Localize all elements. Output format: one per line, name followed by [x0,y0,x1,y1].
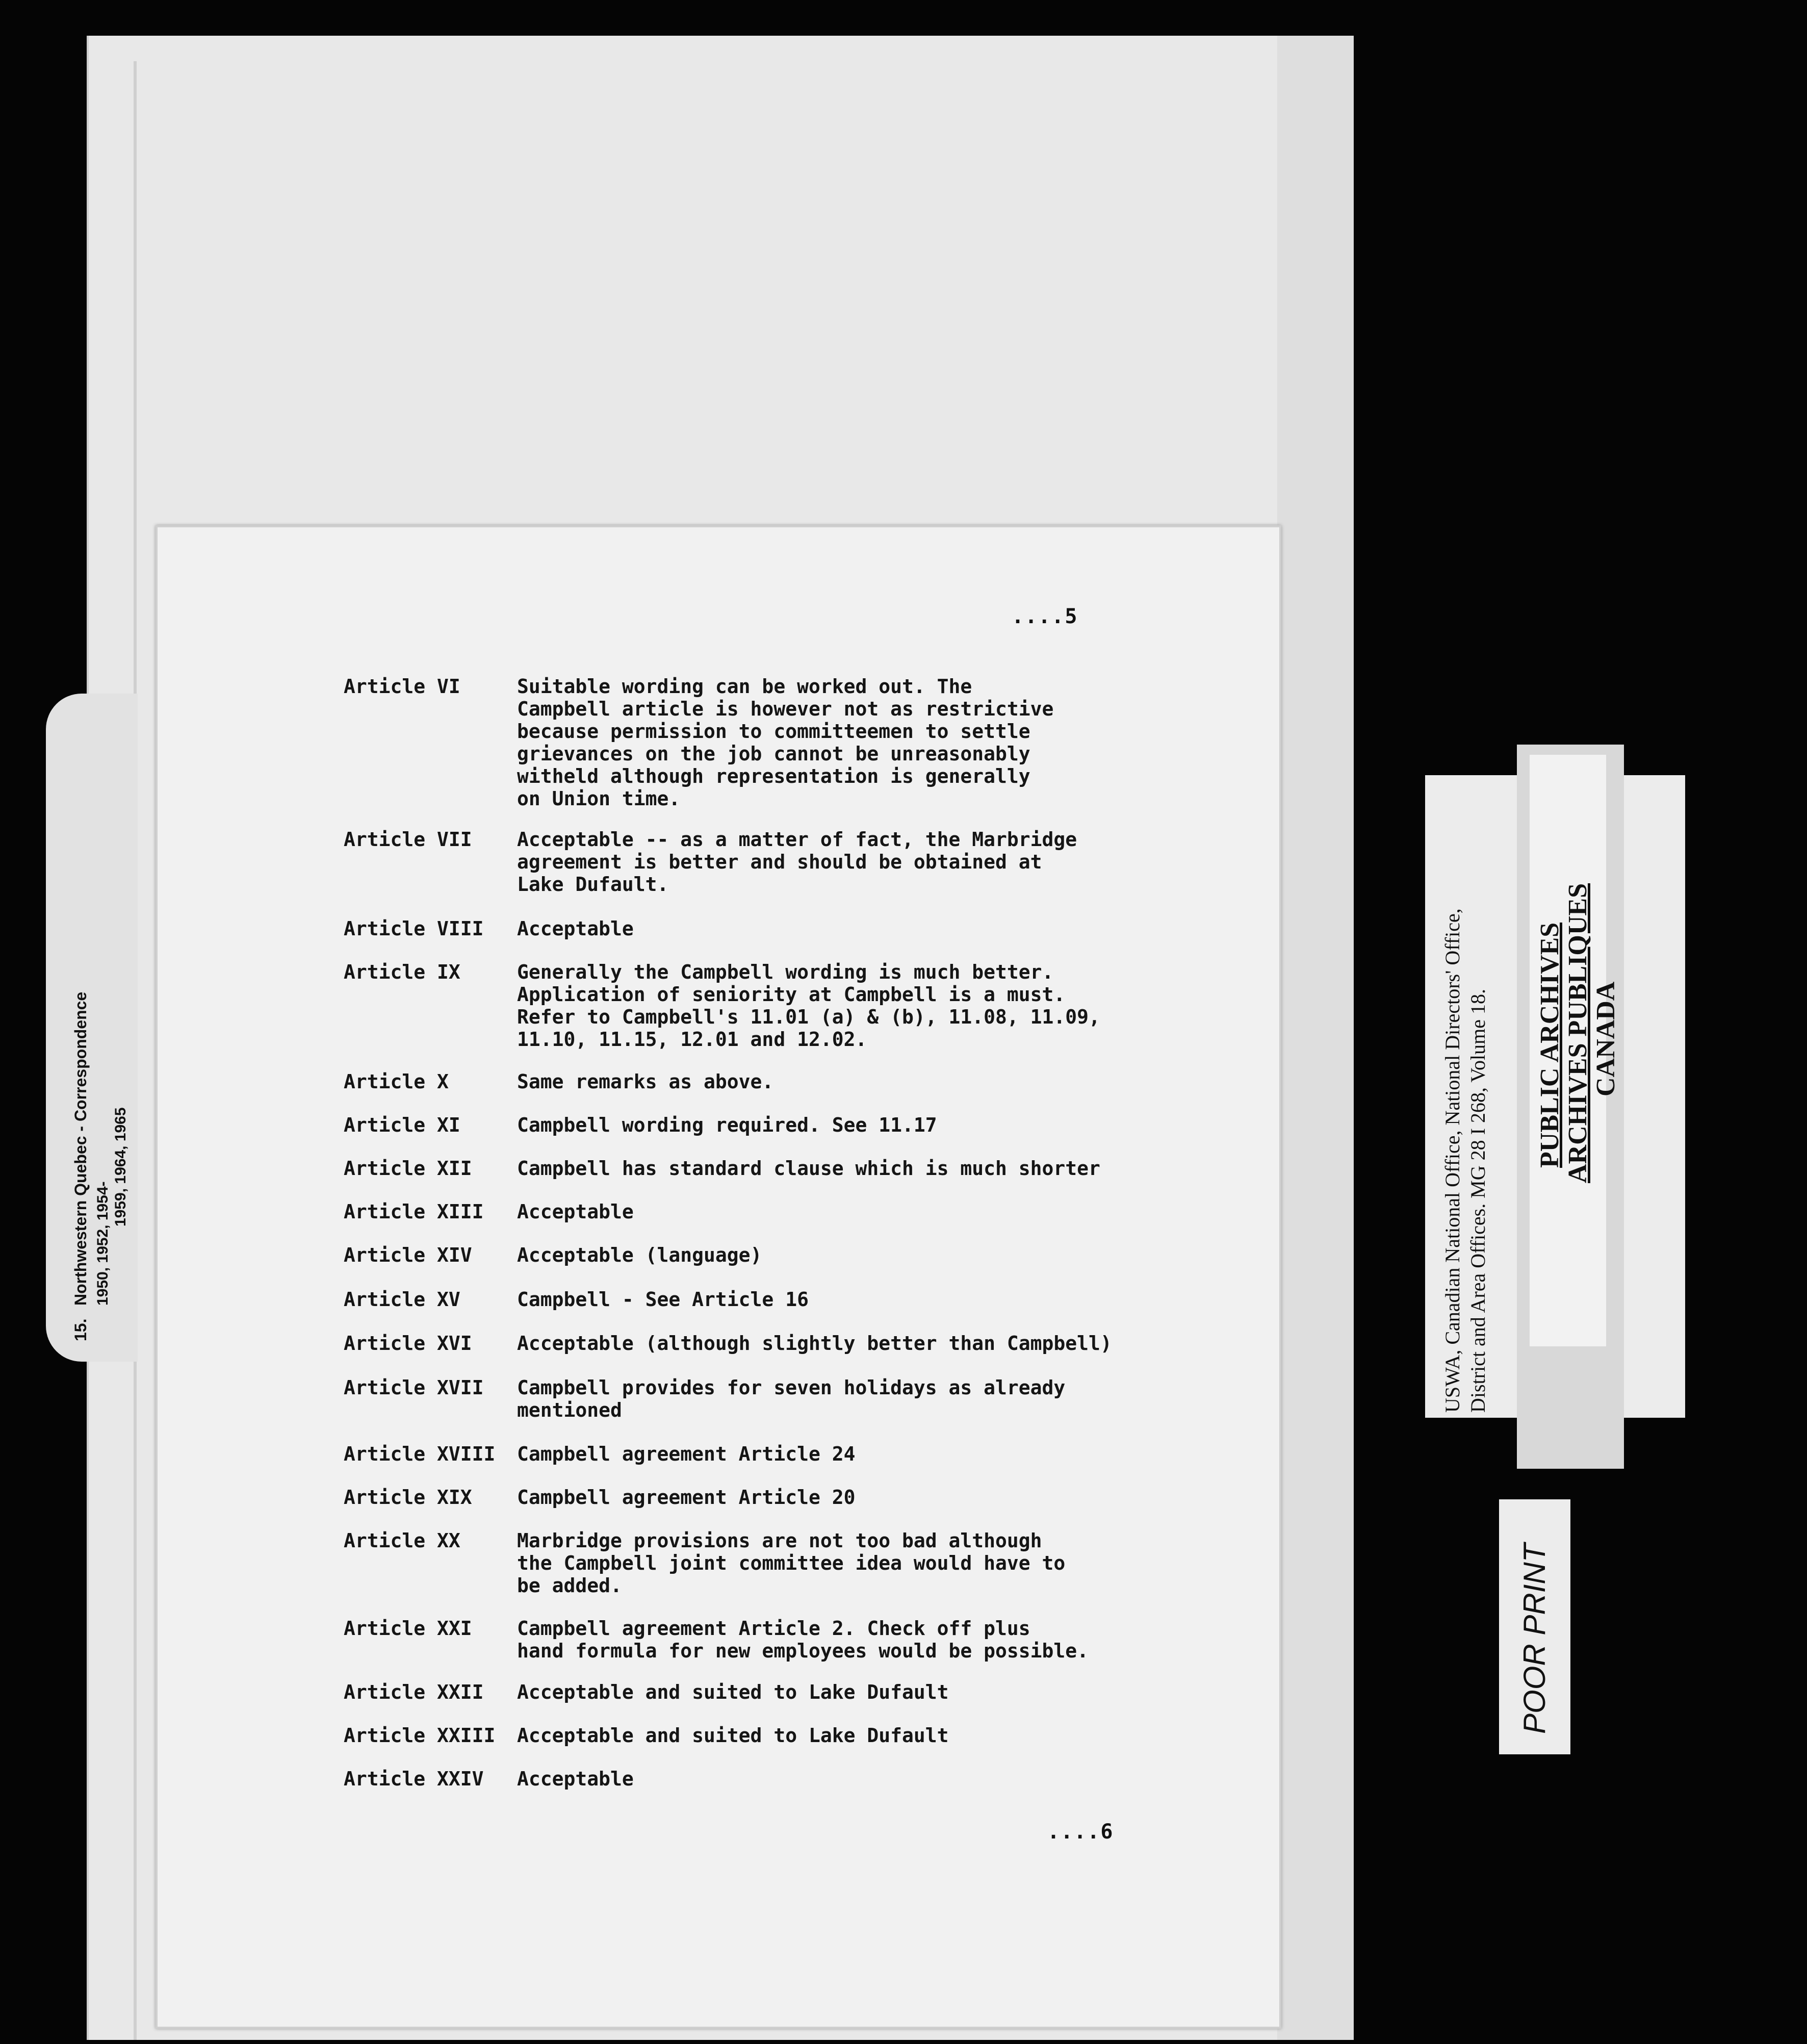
article-text: Campbell provides for seven holidays as already mentioned [517,1376,1066,1421]
archive-source-line1: USWA, Canadian National Office, National Directors' Office, [1441,908,1464,1413]
article-text: Acceptable and suited to Lake Dufault [517,1681,949,1703]
tab-years-block [71,709,127,1336]
article-label: Article XIV [344,1244,472,1266]
article-text: Acceptable [517,917,634,940]
article-label: Article XVII [344,1376,484,1399]
article-text: Campbell agreement Article 20 [517,1486,856,1509]
article-text: Marbridge provisions are not too bad although the Campbell joint committee idea would have to be added. [517,1529,1066,1597]
article-text: Suitable wording can be worked out. The Campbell article is however not as restrictive because permission to committeemen to settle grievances on the job cannot be unreasonably witheld although representation is generally on Union time. [517,675,1054,810]
article-text: Generally the Campbell wording is much better. Application of seniority at Campbell is a must. Refer to Campbell's 11.01 (a) & (b), 11.08, 11.09, 11.10, 11.15, 12.01 and 12.02. [517,961,1100,1051]
article-text: Campbell wording required. See 11.17 [517,1114,937,1136]
article-label: Article XIII [344,1200,484,1223]
article-label: Article XXI [344,1617,472,1640]
article-label: Article XXIII [344,1724,496,1747]
article-text: Same remarks as above. [517,1070,774,1093]
tab-years-line2: 1959, 1964, 1965 [112,1107,129,1227]
article-text: Acceptable and suited to Lake Dufault [517,1724,949,1747]
document-page [156,525,1281,2029]
top-page-marker: ....5 [1012,605,1078,628]
article-text: Acceptable (language) [517,1244,762,1266]
article-text: Acceptable (although slightly better than Campbell) [517,1332,1112,1355]
article-label: Article XII [344,1157,472,1180]
archive-source-line2: District and Area Offices. MG 28 I 268, Volume 18. [1466,989,1489,1413]
article-text: Acceptable [517,1200,634,1223]
article-label: Article X [344,1070,449,1093]
article-label: Article XV [344,1288,460,1311]
article-label: Article XVIII [344,1443,496,1465]
article-label: Article VIII [344,917,484,940]
tab-subject: Northwestern Quebec - Correspondence [71,991,90,1306]
archive-stamp-line2: ARCHIVES PUBLIQUES [1563,883,1592,1183]
article-text: Campbell has standard clause which is much shorter [517,1157,1100,1180]
archive-stamp-line1: PUBLIC ARCHIVES [1535,922,1564,1168]
bottom-page-marker: ....6 [1047,1820,1114,1844]
article-text: Campbell - See Article 16 [517,1288,809,1311]
tab-years-line1: 1950, 1952, 1954- [94,1181,111,1306]
article-text: Acceptable -- as a matter of fact, the Marbridge agreement is better and should be obtained at Lake Dufault. [517,828,1077,896]
article-label: Article VII [344,828,472,851]
article-label: Article XVI [344,1332,472,1355]
article-text: Campbell agreement Article 24 [517,1443,856,1465]
archive-stamp-line3: CANADA [1591,981,1620,1096]
note-card-text: POOR PRINT [1517,1543,1552,1734]
article-label: Article IX [344,961,460,983]
article-text: Acceptable [517,1768,634,1790]
article-label: Article XX [344,1529,460,1552]
article-label: Article XXIV [344,1768,484,1790]
article-label: Article XXII [344,1681,484,1703]
article-text: Campbell agreement Article 2. Check off plus hand formula for new employees would be possible. [517,1617,1089,1662]
tab-number: 15. [71,1318,90,1341]
article-label: Article XIX [344,1486,472,1509]
article-label: Article XI [344,1114,460,1136]
article-label: Article VI [344,675,460,698]
